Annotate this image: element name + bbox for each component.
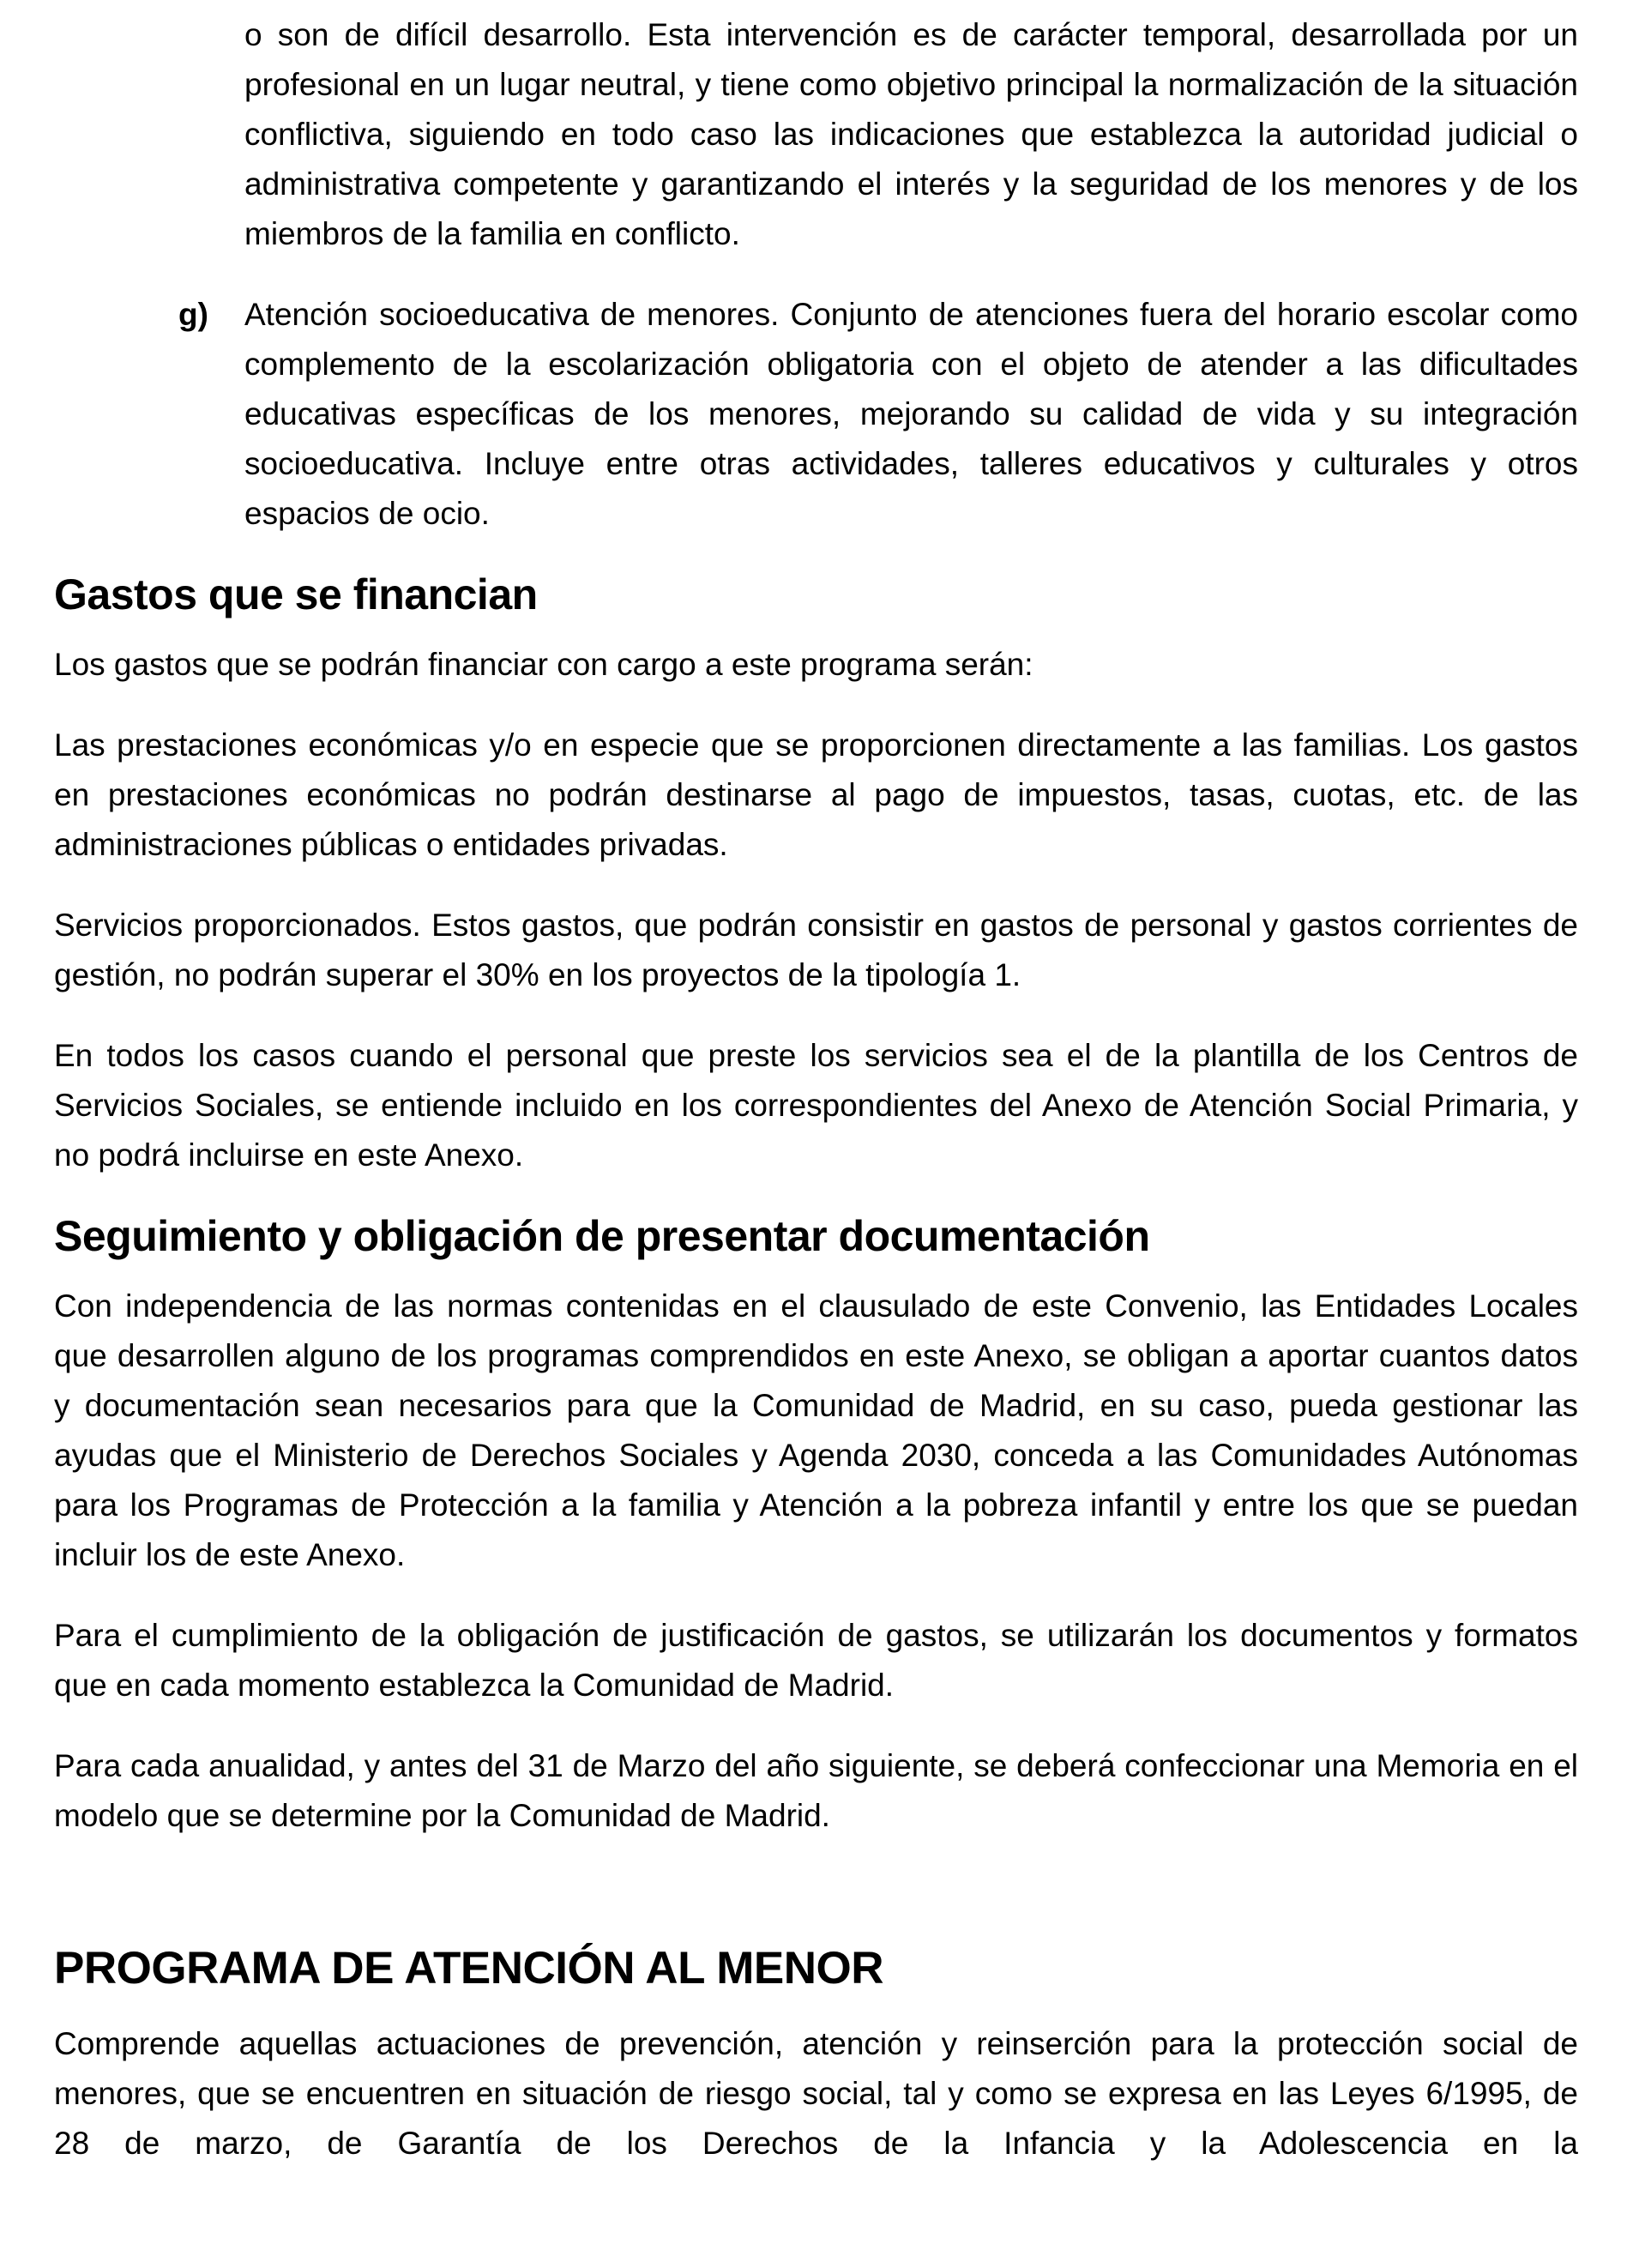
heading-gastos-que-se-financian: Gastos que se financian — [54, 570, 538, 618]
paragraph-continuation: o son de difícil desarrollo. Esta intervención es de carácter temporal, desarrollada por un profesional en un lugar neutral, y tiene como objetivo principal la normalización de la situación conflictiva, siguiendo en todo caso las indicaciones que establezca la autoridad judicial o administrativa competente y garantizando el interés y la seguridad de los menores y de los miembros de la familia en conflicto. — [244, 17, 1578, 251]
paragraph-cumplimiento-justificacion: Para el cumplimiento de la obligación de justificación de gastos, se utilizarán los documentos y formatos que en cada momento establezca la Comunidad de Madrid. — [54, 1618, 1578, 1703]
paragraph-gastos-intro: Los gastos que se podrán financiar con cargo a este programa serán: — [54, 647, 1033, 682]
list-item-g-label: g) — [178, 297, 208, 332]
list-item-g-text: Atención socioeducativa de menores. Conjunto de atenciones fuera del horario escolar como complemento de la escolarización obligatoria con el objeto de atender a las dificultades educativas específicas de los menores, mejorando su calidad de vida y su integración socioeducativa. Incluye entre otras actividades, talleres educativos y culturales y otros espacios de ocio. — [244, 297, 1578, 531]
paragraph-anualidad-memoria: Para cada anualidad, y antes del 31 de Marzo del año siguiente, se deberá confeccionar una Memoria en el modelo que se determine por la Comunidad de Madrid. — [54, 1748, 1578, 1833]
paragraph-comprende-actuaciones: Comprende aquellas actuaciones de prevención, atención y reinserción para la protección social de menores, que se encuentren en situación de riesgo social, tal y como se expresa en las Leyes 6/1995, de 28 de marzo, de Garantía de los Derechos de la Infancia y la Adolescencia en la — [54, 2026, 1578, 2161]
heading-seguimiento-obligacion: Seguimiento y obligación de presentar documentación — [54, 1212, 1150, 1260]
paragraph-personal-plantilla: En todos los casos cuando el personal que preste los servicios sea el de la plantilla de los Centros de Servicios Sociales, se entiende incluido en los correspondientes del Anexo de Atención Social Primaria, y no podrá incluirse en este Anexo. — [54, 1038, 1578, 1173]
paragraph-prestaciones: Las prestaciones económicas y/o en especie que se proporcionen directamente a las familias. Los gastos en prestaciones económicas no podrán destinarse al pago de impuestos, tasas, cuotas, etc. de las administraciones públicas o entidades privadas. — [54, 727, 1578, 862]
list-item-g — [178, 290, 1578, 539]
paragraph-servicios: Servicios proporcionados. Estos gastos, que podrán consistir en gastos de personal y gastos corrientes de gestión, no podrán superar el 30% en los proyectos de la tipología 1. — [54, 908, 1578, 992]
paragraph-independencia-normas: Con independencia de las normas contenidas en el clausulado de este Convenio, las Entidades Locales que desarrollen alguno de los programas comprendidos en este Anexo, se obligan a aportar cuantos datos y documentación sean necesarios para que la Comunidad de Madrid, en su caso, pueda gestionar las ayudas que el Ministerio de Derechos Sociales y Agenda 2030, conceda a las Comunidades Autónomas para los Programas de Protección a la familia y Atención a la pobreza infantil y entre los que se puedan incluir los de este Anexo. — [54, 1288, 1578, 1572]
heading-programa-atencion-menor: PROGRAMA DE ATENCIÓN AL MENOR — [54, 1943, 883, 1994]
